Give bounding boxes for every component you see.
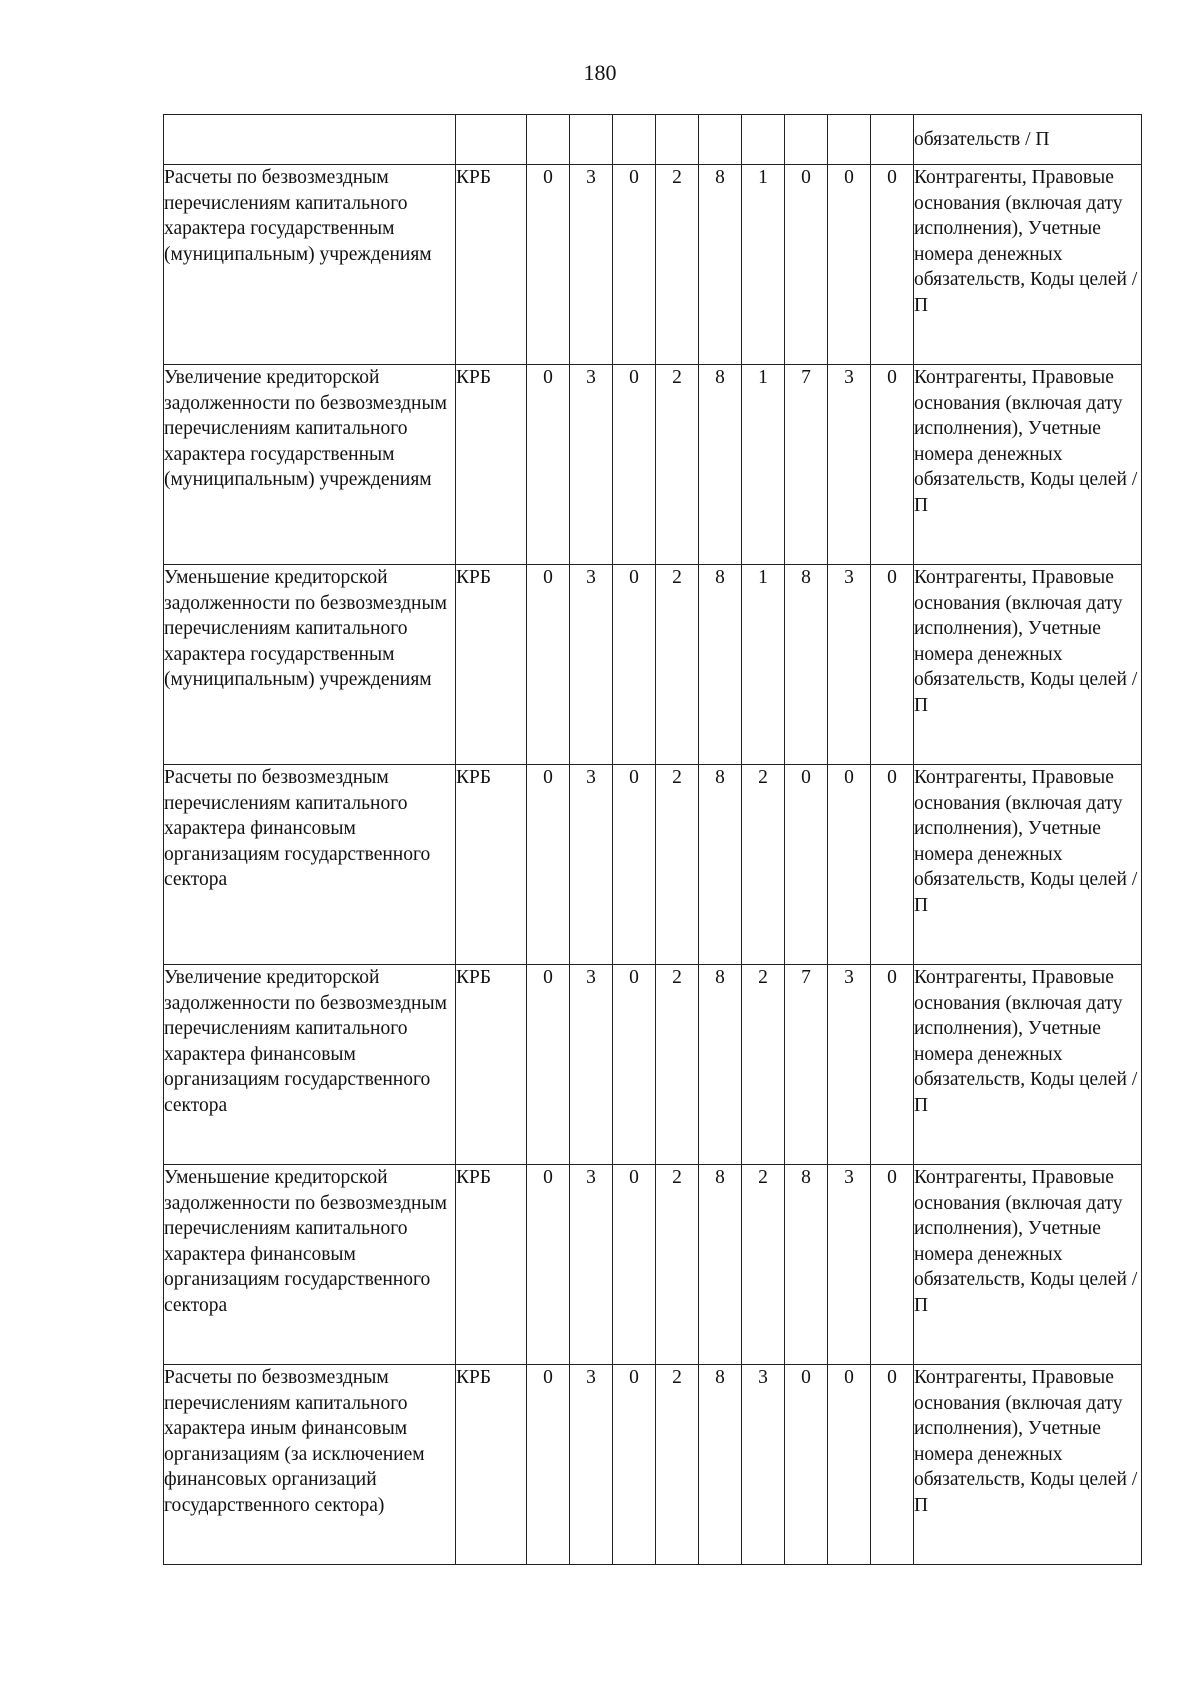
account-name-cell: Уменьшение кредиторской задолженности по безвозмездным перечислениям капитального характера государственным (муниципальным) учреждениям (164, 565, 456, 765)
account-code-cell: КРБ (456, 165, 527, 365)
account-code-cell: КРБ (456, 965, 527, 1165)
account-digit-cell: 0 (613, 1165, 656, 1365)
account-digit-cell: 3 (742, 1365, 785, 1565)
account-digit-cell: 3 (828, 365, 871, 565)
attributes-cell: обязательств / П (914, 115, 1142, 165)
account-name-cell: Увеличение кредиторской задолженности по безвозмездным перечислениям капитального характера государственным (муниципальным) учреждениям (164, 365, 456, 565)
digit-cell (742, 115, 785, 165)
digit-cell (570, 115, 613, 165)
account-digit-cell: 0 (871, 1365, 914, 1565)
account-digit-cell: 0 (785, 765, 828, 965)
account-name-cell: Уменьшение кредиторской задолженности по безвозмездным перечислениям капитального характера финансовым организациям государственного сектора (164, 1165, 456, 1365)
account-digit-cell: 0 (785, 1365, 828, 1565)
account-digit-cell: 0 (871, 165, 914, 365)
digit-cell (656, 115, 699, 165)
table-row (164, 365, 1142, 565)
account-digit-cell: 0 (613, 965, 656, 1165)
attributes-cell: Контрагенты, Правовые основания (включая дату исполнения), Учетные номера денежных обязательств, Коды целей / П (914, 565, 1142, 765)
account-digit-cell: 3 (828, 1165, 871, 1365)
digit-cell (871, 115, 914, 165)
account-digit-cell: 3 (570, 1365, 613, 1565)
account-digit-cell: 1 (742, 165, 785, 365)
account-digit-cell: 2 (656, 765, 699, 965)
attributes-cell: Контрагенты, Правовые основания (включая дату исполнения), Учетные номера денежных обязательств, Коды целей / П (914, 965, 1142, 1165)
account-digit-cell: 2 (656, 965, 699, 1165)
account-digit-cell: 7 (785, 365, 828, 565)
account-digit-cell: 3 (570, 765, 613, 965)
account-digit-cell: 2 (742, 765, 785, 965)
account-digit-cell: 7 (785, 965, 828, 1165)
table-row (164, 1365, 1142, 1565)
account-digit-cell: 8 (699, 965, 742, 1165)
page-number: 180 (583, 60, 617, 85)
account-digit-cell: 3 (570, 565, 613, 765)
account-name-cell: Расчеты по безвозмездным перечислениям капитального характера финансовым организациям государственного сектора (164, 765, 456, 965)
account-digit-cell: 0 (828, 765, 871, 965)
account-digit-cell: 2 (656, 1365, 699, 1565)
digit-cell (527, 115, 570, 165)
account-digit-cell: 0 (871, 365, 914, 565)
account-digit-cell: 3 (828, 565, 871, 765)
account-digit-cell: 0 (871, 765, 914, 965)
table-row (164, 1165, 1142, 1365)
account-name-cell: Увеличение кредиторской задолженности по безвозмездным перечислениям капитального характера финансовым организациям государственного сектора (164, 965, 456, 1165)
account-digit-cell: 8 (699, 365, 742, 565)
attributes-cell: Контрагенты, Правовые основания (включая дату исполнения), Учетные номера денежных обязательств, Коды целей / П (914, 165, 1142, 365)
account-digit-cell: 0 (613, 165, 656, 365)
account-digit-cell: 8 (785, 565, 828, 765)
account-name-cell: Расчеты по безвозмездным перечислениям капитального характера иным финансовым организациям (за исключением финансовых организаций государственного сектора) (164, 1365, 456, 1565)
digit-cell (613, 115, 656, 165)
account-digit-cell: 2 (656, 565, 699, 765)
account-digit-cell: 8 (699, 765, 742, 965)
account-code-cell: КРБ (456, 1165, 527, 1365)
account-digit-cell: 1 (742, 365, 785, 565)
account-digit-cell: 2 (656, 165, 699, 365)
account-digit-cell: 0 (527, 1165, 570, 1365)
account-code-cell: КРБ (456, 1365, 527, 1565)
account-digit-cell: 0 (613, 365, 656, 565)
account-digit-cell: 3 (570, 1165, 613, 1365)
account-digit-cell: 2 (656, 1165, 699, 1365)
account-digit-cell: 3 (570, 965, 613, 1165)
account-digit-cell: 0 (613, 765, 656, 965)
account-digit-cell: 0 (527, 365, 570, 565)
digit-cell (828, 115, 871, 165)
account-digit-cell: 0 (613, 565, 656, 765)
table-row (164, 965, 1142, 1165)
attributes-cell: Контрагенты, Правовые основания (включая дату исполнения), Учетные номера денежных обязательств, Коды целей / П (914, 1165, 1142, 1365)
name-cell (164, 115, 456, 165)
account-code-cell: КРБ (456, 365, 527, 565)
account-digit-cell: 8 (785, 1165, 828, 1365)
table-row (164, 765, 1142, 965)
table-row (164, 165, 1142, 365)
account-digit-cell: 0 (527, 565, 570, 765)
account-digit-cell: 2 (742, 1165, 785, 1365)
attributes-cell: Контрагенты, Правовые основания (включая дату исполнения), Учетные номера денежных обязательств, Коды целей / П (914, 765, 1142, 965)
code-cell (456, 115, 527, 165)
account-digit-cell: 8 (699, 1165, 742, 1365)
account-digit-cell: 1 (742, 565, 785, 765)
account-digit-cell: 3 (828, 965, 871, 1165)
account-digit-cell: 0 (527, 965, 570, 1165)
account-digit-cell: 8 (699, 1365, 742, 1565)
attributes-cell: Контрагенты, Правовые основания (включая дату исполнения), Учетные номера денежных обязательств, Коды целей / П (914, 1365, 1142, 1565)
account-code-cell: КРБ (456, 765, 527, 965)
account-digit-cell: 0 (828, 165, 871, 365)
digit-cell (699, 115, 742, 165)
continuation-row (164, 115, 1142, 165)
account-digit-cell: 0 (613, 1365, 656, 1565)
account-digit-cell: 0 (527, 765, 570, 965)
account-digit-cell: 8 (699, 165, 742, 365)
account-code-cell: КРБ (456, 565, 527, 765)
account-name-cell: Расчеты по безвозмездным перечислениям капитального характера государственным (муниципальным) учреждениям (164, 165, 456, 365)
account-digit-cell: 2 (742, 965, 785, 1165)
account-digit-cell: 3 (570, 165, 613, 365)
account-digit-cell: 0 (527, 1365, 570, 1565)
accounts-table (163, 114, 1142, 1565)
account-digit-cell: 0 (871, 965, 914, 1165)
digit-cell (785, 115, 828, 165)
account-digit-cell: 0 (527, 165, 570, 365)
attributes-cell: Контрагенты, Правовые основания (включая дату исполнения), Учетные номера денежных обязательств, Коды целей / П (914, 365, 1142, 565)
account-digit-cell: 2 (656, 365, 699, 565)
account-digit-cell: 0 (871, 1165, 914, 1365)
account-digit-cell: 3 (570, 365, 613, 565)
account-digit-cell: 0 (785, 165, 828, 365)
table-row (164, 565, 1142, 765)
account-digit-cell: 0 (828, 1365, 871, 1565)
account-digit-cell: 0 (871, 565, 914, 765)
account-digit-cell: 8 (699, 565, 742, 765)
